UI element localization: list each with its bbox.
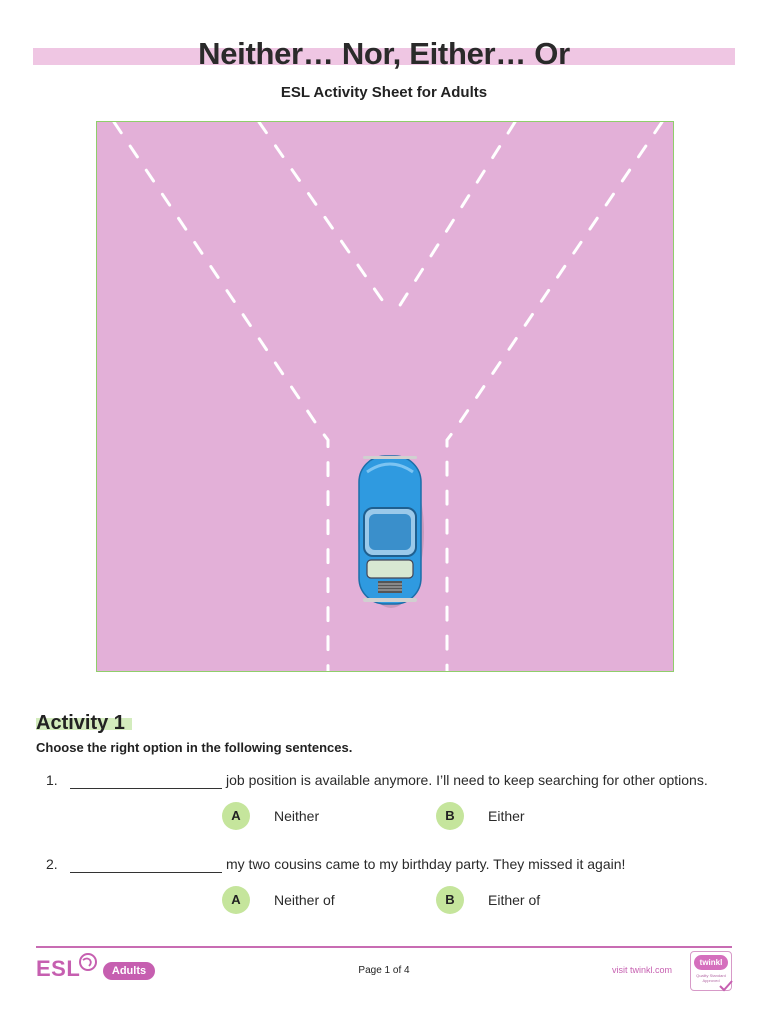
twinkl-quality-badge [690,951,732,991]
answer-blank[interactable] [70,872,222,873]
option-text: Neither of [274,892,335,908]
twinkl-logo: twinkl [694,955,728,970]
option-text: Neither [274,808,320,824]
visit-link[interactable]: visit twinkl.com [612,965,673,975]
question-number: 1. [46,772,58,788]
question-text: job position is available anymore. I’ll need to keep searching for other options. [226,772,708,788]
question-2 [0,856,768,876]
footer-divider [36,946,732,948]
road-line-inner-right [397,122,515,310]
esl-logo: ESL [36,956,81,981]
quality-standard-text: Quality Standard Approved [696,973,726,983]
check-icon [719,980,733,992]
activity-title: Activity 1 [36,712,125,734]
page-title: Neither… Nor, Either… Or [198,36,570,71]
page-number: Page 1 of 4 [358,965,410,976]
audience-badge: Adults [103,962,155,980]
road-line-inner-left [259,122,389,310]
option-letter-badge: A [222,802,250,830]
option-text: Either of [488,892,541,908]
option-text: Either [488,808,525,824]
question-number: 2. [46,856,58,872]
road-line-left [114,122,328,672]
activity-instructions: Choose the right option in the following sentences. [36,740,353,755]
question-text: my two cousins came to my birthday party. They missed it again! [226,856,626,872]
answer-blank[interactable] [70,788,222,789]
page-subtitle: ESL Activity Sheet for Adults [280,84,488,101]
question-1 [0,772,768,792]
road-illustration [96,121,674,672]
road-line-right [447,122,662,672]
option-letter-badge: B [436,802,464,830]
option-letter-badge: B [436,886,464,914]
option-letter-badge: A [222,886,250,914]
car-icon [355,452,425,608]
